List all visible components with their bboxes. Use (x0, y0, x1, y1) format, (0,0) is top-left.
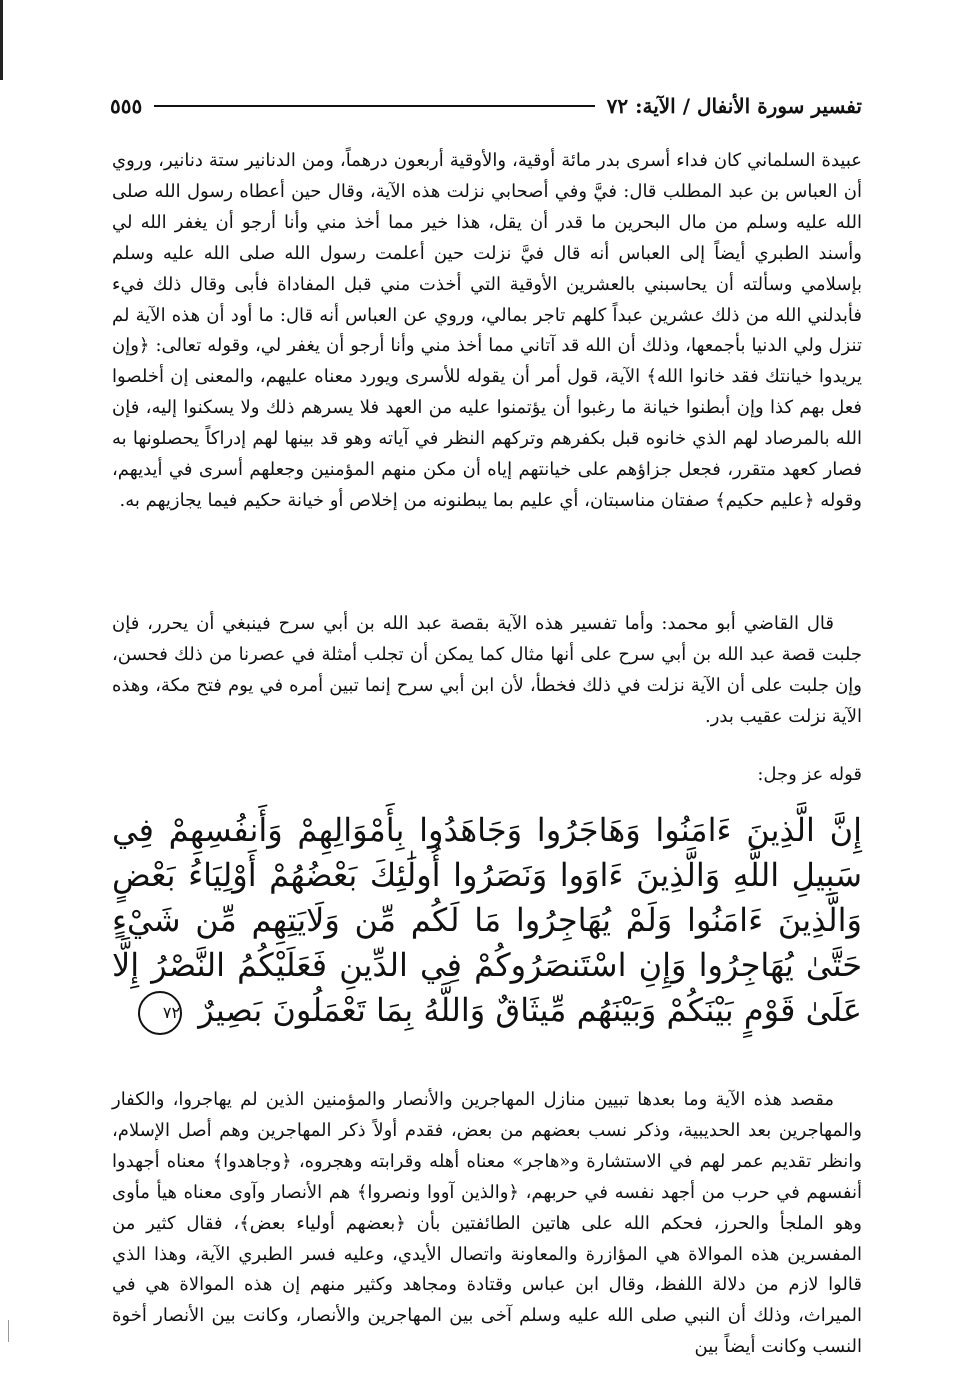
page-edge-line (0, 0, 3, 80)
running-title: تفسير سورة الأنفال / الآية: ٧٢ (606, 94, 862, 118)
quran-verse (112, 808, 862, 1035)
paragraph: قال القاضي أبو محمد: وأما تفسير هذه الآية بقصة عبد الله بن أبي سرح فينبغي أن يحرر، فإن جلبت قصة عبد الله بن أبي سرح على أنها مثال كما يمكن أن تجلب أمثلة في عصرنا من ذلك فحسن، وإن جلبت على أن الآية نزلت في ذلك فخطأ، لأن ابن أبي سرح إنما تبين أمره في يوم فتح مكة، وهذه الآية نزلت عقيب بدر. (112, 613, 862, 727)
verse-number-medallion: ٧٢ (138, 991, 182, 1035)
header-rule (154, 105, 594, 107)
paragraph: مقصد هذه الآية وما بعدها تبيين منازل المهاجرين والأنصار والمؤمنين الذين لم يهاجروا، والكفار والمهاجرين بعد الحديبية، وذكر نسب بعضهم من بعض، فقدم أولاً ذكر المهاجرين وهم أصل الإسلام، وانظر تقديم عمر لهم في الاستشارة و«هاجر» معناه أهله وقرابته وهجروه، ﴿وجاهدوا﴾ معناه أجهدوا أنفسهم في حرب من أجهد نفسه في حربهم، ﴿والذين آووا ونصروا﴾ هم الأنصار وآوى معناه هيأ مأوى وهو الملجأ والحرز، فحكم الله على هاتين الطائفتين بأن ﴿بعضهم أولياء بعض﴾، فقال كثير من المفسرين هذه الموالاة هي المؤازرة والمعاونة واتصال الأيدي، وعليه فسر الطبري الآية، وهذا الذي قالوا لازم من دلالة اللفظ، وقال ابن عباس وقتادة ومجاهد وكثير منهم إن هذه الموالاة هي في الميراث، وذلك أن النبي صلى الله عليه وسلم آخى بين المهاجرين والأنصار، وكانت بين الأنصار أخوة النسب وكانت أيضاً بين (112, 1089, 862, 1358)
verse-text: إِنَّ الَّذِينَ ءَامَنُوا وَهَاجَرُوا وَجَاهَدُوا بِأَمْوَالِهِمْ وَأَنفُسِهِمْ فِي سَبِيلِ اللَّهِ وَالَّذِينَ ءَاوَوا وَنَصَرُوا أُولَٰئِكَ بَعْضُهُمْ أَوْلِيَاءُ بَعْضٍ وَالَّذِينَ ءَامَنُوا وَلَمْ يُهَاجِرُوا مَا لَكُم مِّن وَلَايَتِهِم مِّن شَيْءٍ حَتَّىٰ يُهَاجِرُوا وَإِنِ اسْتَنصَرُوكُمْ فِي الدِّينِ فَعَلَيْكُمُ النَّصْرُ إِلَّا عَلَىٰ قَوْمٍ بَيْنَكُمْ وَبَيْنَهُم مِّيثَاقٌ وَاللَّهُ بِمَا تَعْمَلُونَ بَصِيرٌ (112, 811, 862, 1029)
paragraph: عبيدة السلماني كان فداء أسرى بدر مائة أوقية، والأوقية أربعون درهماً، ومن الدنانير ستة دنانير، وروي أن العباس بن عبد المطلب قال: فيَّ وفي أصحابي نزلت هذه الآية، وقال حين أعطاه رسول الله صلى الله عليه وسلم من مال البحرين ما قدر أن يقل، هذا خير مما أخذ مني وأنا أرجو أن يغفر الله لي وأسند الطبري أيضاً إلى العباس أنه قال فيَّ نزلت حين أعلمت رسول الله صلى الله عليه وسلم بإسلامي وسألته أن يحاسبني بالعشرين الأوقية التي أخذت مني قبل المفاداة فأبى وقال ذلك فيء فأبدلني الله من ذلك عشرين عبداً كلهم تاجر بمالي، وروي عن العباس أنه قال: ما أود أن هذه الآية لم تنزل ولي الدنيا بأجمعها، وذلك أن الله قد آتاني مما أخذ مني وأنا أرجو أن يغفر لي، وقوله تعالى: ﴿وإن يريدوا خيانتك فقد خانوا الله﴾ الآية، قول أمر أن يقوله للأسرى ويورد معناه عليهم، والمعنى إن أخلصوا فعل بهم كذا وإن أبطنوا خيانة ما رغبوا أن يؤتمنوا عليه من العهد فلا يسرهم ذلك ولا يسكنوا إليه، فإن الله بالمرصاد لهم الذي خانوه قبل بكفرهم وتركهم النظر في آياته وهو قد بينها لهم إدراكاً يحصلونها به فصار كعهد متقرر، فجعل جزاؤهم على خيانتهم إياه أن مكن منهم المؤمنين وجعلهم أسرى في أيديهم، وقوله ﴿عليم حكيم﴾ صفتان مناسبتان، أي عليم بما يبطنونه من إخلاص أو خيانة حكيم فيما يجازيهم به. (112, 150, 862, 511)
commentary-block-1 (112, 146, 862, 517)
page-number: ٥٥٥ (110, 94, 143, 118)
page-header (110, 92, 862, 120)
verse-introduction: قوله عز وجل: (757, 764, 862, 785)
margin-mark (8, 1320, 9, 1342)
commentary-block-3 (112, 1085, 862, 1363)
commentary-block-2 (112, 609, 862, 733)
